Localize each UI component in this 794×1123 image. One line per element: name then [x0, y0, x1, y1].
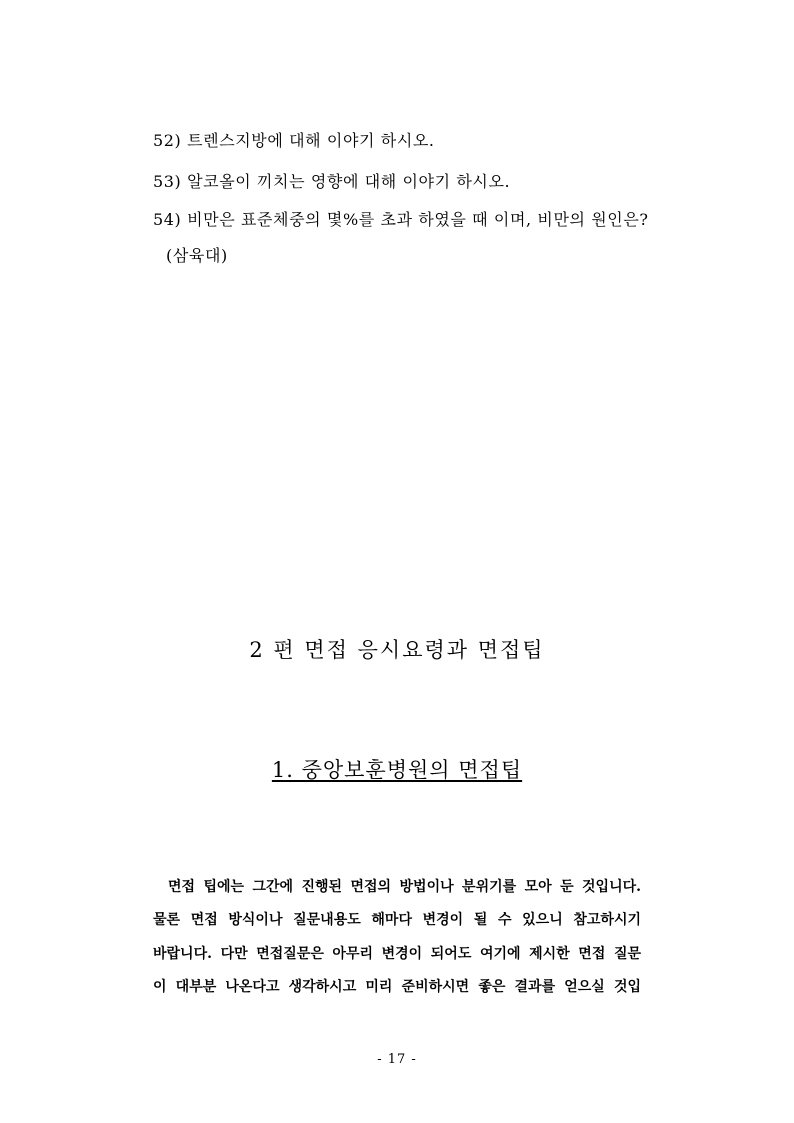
body-line-1: 면접 팁에는 그간에 진행된 면접의 방법이나 분위기를 모아 둔 것입니다.: [168, 879, 641, 895]
question-52: 52) 트렌스지방에 대해 이야기 하시오.: [153, 131, 435, 150]
body-line-2: 물론 면접 방식이나 질문내용도 해마다 변경이 될 수 있으니 참고하시기: [153, 912, 641, 928]
question-54: 54) 비만은 표준체중의 몇%를 초과 하였을 때 이며, 비만의 원인은?: [153, 210, 649, 229]
question-53: 53) 알코올이 끼치는 영향에 대해 이야기 하시오.: [153, 172, 511, 191]
question-54-source: (삼육대): [166, 246, 228, 265]
part-title: 2 편 면접 응시요령과 면접팁: [249, 638, 545, 662]
section-title: [0, 754, 794, 784]
body-line-3: 바랍니다. 다만 면접질문은 아무리 변경이 되어도 여기에 제시한 면접 질문: [153, 946, 641, 962]
page-number: - 17 -: [377, 1052, 417, 1067]
section-title-text: 1. 중앙보훈병원의 면접팁: [271, 758, 523, 782]
body-line-4: 이 대부분 나온다고 생각하시고 미리 준비하시면 좋은 결과를 얻으실 것입: [153, 979, 641, 995]
